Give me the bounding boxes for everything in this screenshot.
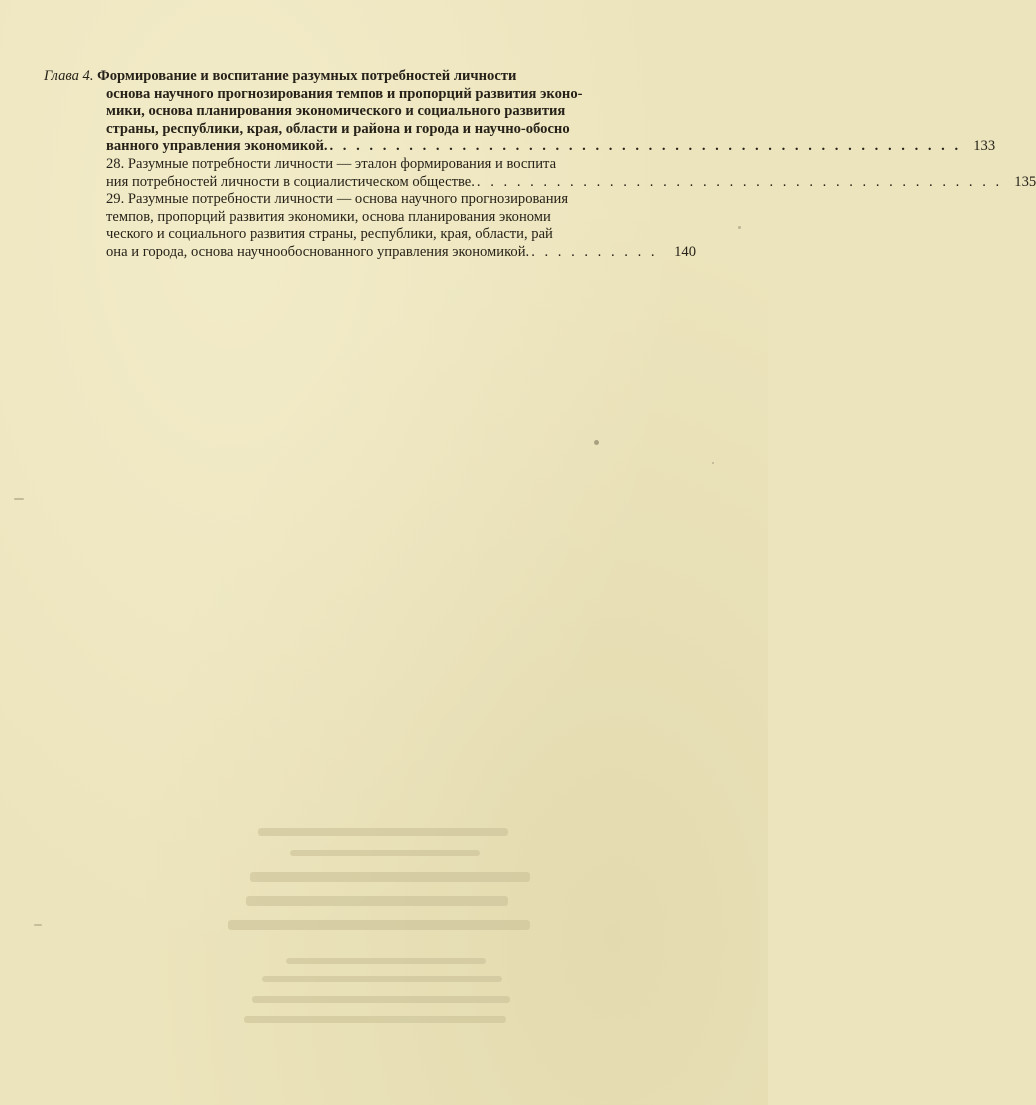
section-title-line: ческого и социального развития страны, республики, края, области, рай	[106, 226, 553, 243]
dot-leader: . . . . . . . . . . . . . . . . . . . . . . . . . . . . . . . . . . . . . . . .	[476, 173, 1003, 190]
chapter-title-last-line	[44, 138, 996, 156]
chapter-title: Формирование и воспитание разумных потребностей личности	[97, 68, 517, 84]
chapter-title-line: мики, основа планирования экономического и социального развития	[106, 103, 566, 120]
paper-speck	[712, 462, 714, 464]
toc-entry-chapter-4[interactable]	[44, 68, 996, 156]
section-title-line: 29. Разумные потребности личности — основа научного прогнозирования	[106, 191, 569, 208]
page-number: 133	[973, 138, 996, 155]
section-title-last-line	[44, 173, 1036, 192]
paper-speck	[594, 440, 599, 445]
chapter-label-dot: .	[89, 68, 94, 84]
paper-speck	[34, 924, 42, 926]
section-title-line: темпов, пропорций развития экономики, основа планирования экономи	[106, 208, 551, 225]
section-title-last-line	[44, 244, 696, 262]
section-title-tail: ния потребностей личности в социалистическом обществе.	[106, 173, 475, 190]
section-title-tail: она и города, основа научнообоснованного управления экономикой.	[106, 243, 530, 260]
paper-speck	[14, 498, 24, 500]
section-title-line: 28. Разумные потребности личности — эталон формирования и воспита	[106, 155, 557, 172]
dot-leader: . . . . . . . . . .	[531, 243, 658, 260]
chapter-title-line: страны, республики, края, области и района и города и научно-обосно	[106, 120, 570, 137]
chapter-heading-line	[44, 68, 696, 86]
paper-speck	[738, 226, 741, 229]
page-number: 140	[674, 243, 696, 260]
chapter-label: Глава 4	[44, 68, 90, 84]
dot-leader: . . . . . . . . . . . . . . . . . . . . . . . . . . . . . . . . . . . . . . . . . . . . . . . .	[329, 138, 962, 155]
chapter-title-line: основа научного прогнозирования темпов и пропорций развития эконо-	[106, 85, 583, 102]
toc-entry-section-29[interactable]	[44, 191, 696, 261]
page-number: 135	[1014, 173, 1036, 190]
chapter-title-tail: ванного управления экономикой.	[106, 138, 328, 155]
table-of-contents	[44, 68, 1036, 262]
toc-entry-section-28[interactable]	[44, 155, 1036, 191]
